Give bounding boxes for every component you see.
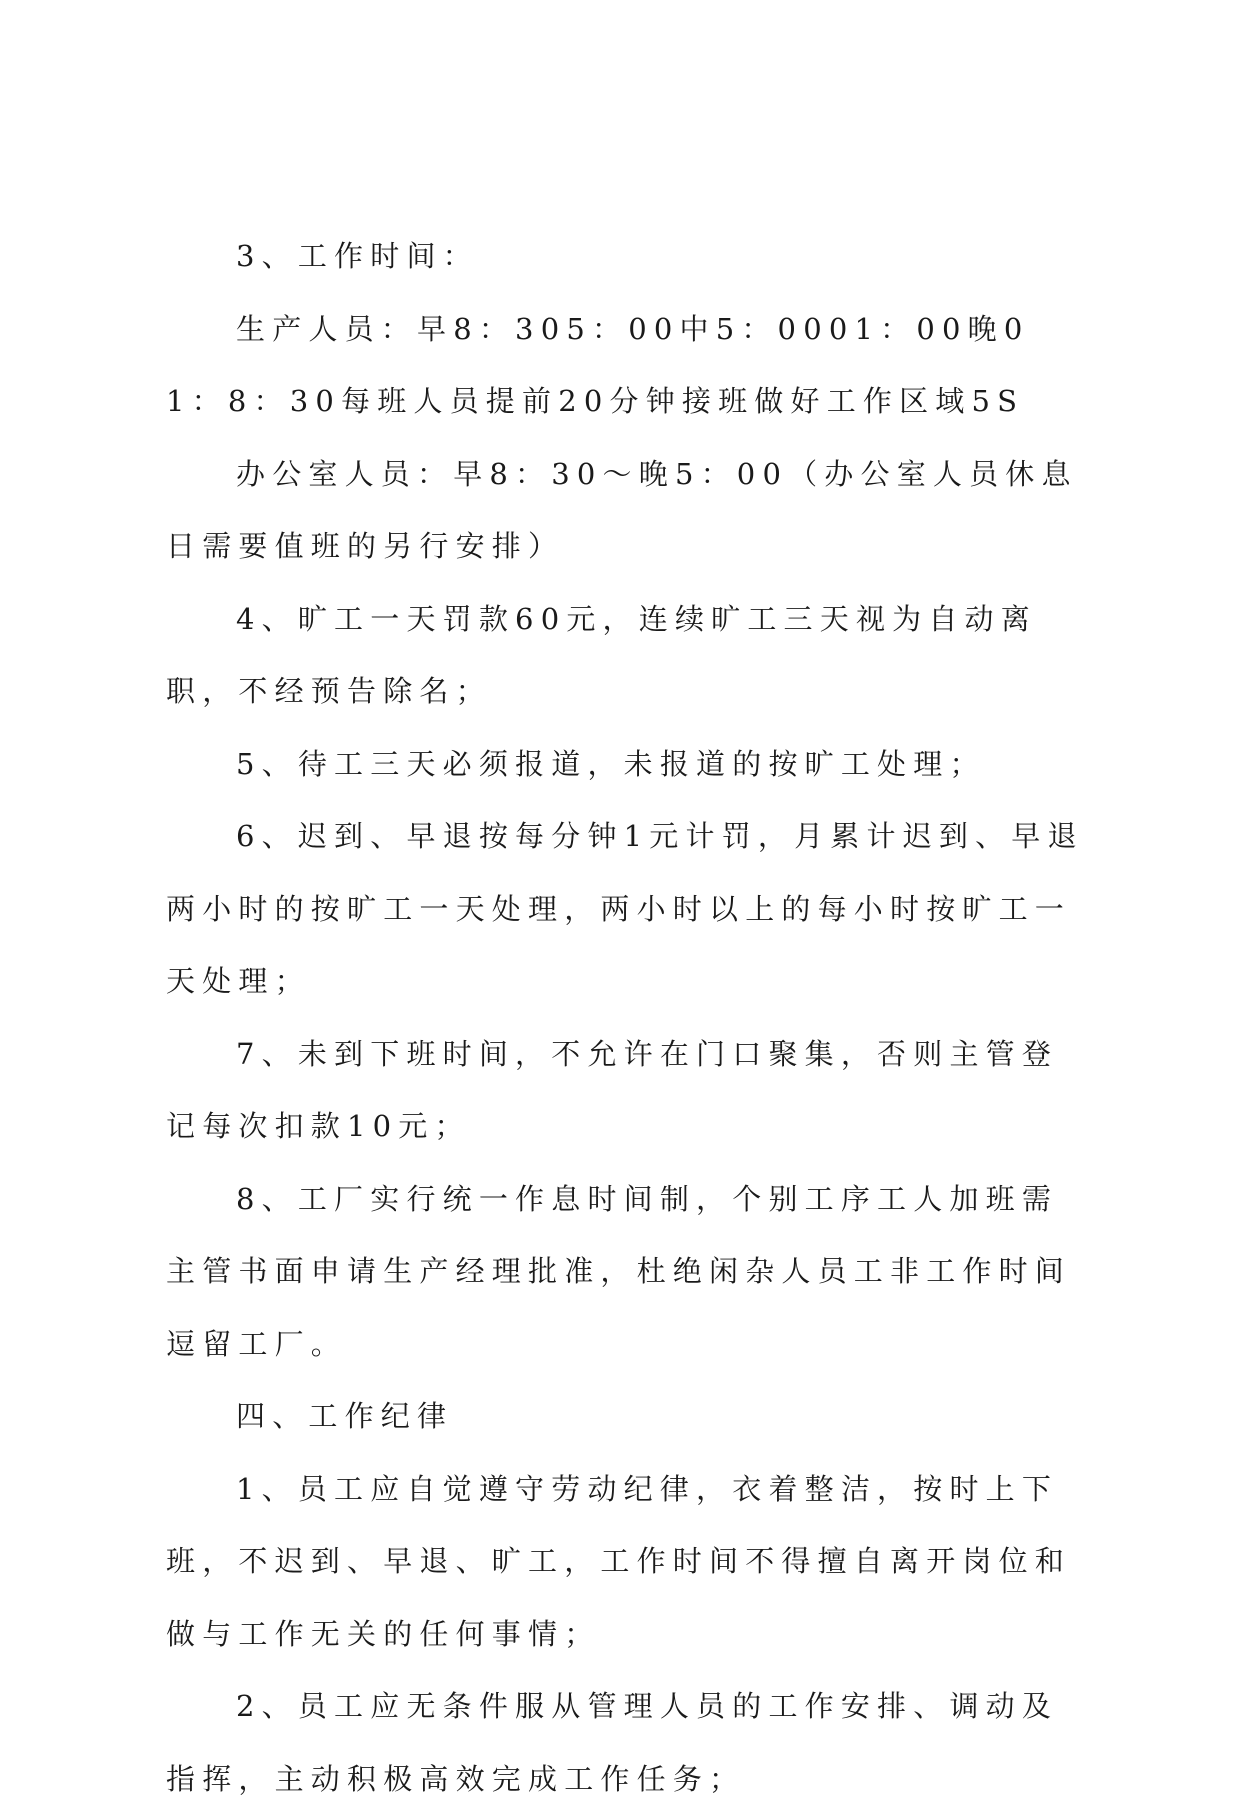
paragraph-discipline-rule-2: 2、员工应无条件服从管理人员的工作安排、调动及指挥，主动积极高效完成工作任务； [166,1689,1059,1796]
paragraph-office-staff-hours: 办公室人员：早8：30～晚5：00（办公室人员休息日需要值班的另行安排） [166,456,1078,563]
paragraph-gathering-rule: 7、未到下班时间，不允许在门口聚集，否则主管登记每次扣款10元； [166,1036,1059,1143]
paragraph-absence-penalty: 4、旷工一天罚款60元，连续旷工三天视为自动离职，不经预告除名； [166,601,1037,708]
paragraph-late-early-penalty: 6、迟到、早退按每分钟1元计罚，月累计迟到、早退两小时的按旷工一天处理，两小时以上的每小时按旷工一天处理； [166,819,1084,998]
paragraph-discipline-rule-1: 1、员工应自觉遵守劳动纪律，衣着整洁，按时上下班，不迟到、早退、旷工，工作时间不得擅自离开岗位和做与工作无关的任何事情； [166,1471,1072,1651]
paragraph-work-hours-heading: 3、工作时间： [236,239,479,273]
section-heading-work-discipline: 四、工作纪律 [236,1399,454,1433]
paragraph-standby-report: 5、待工三天必须报道，未报道的按旷工处理； [236,746,986,781]
paragraph-production-staff-hours: 生产人员：早8：305：00中5：0001：00晚01：8：30每班人员提前20分钟接班做好工作区域5S [166,311,1030,418]
document-body [166,220,1086,1815]
paragraph-unified-schedule: 8、工厂实行统一作息时间制，个别工序工人加班需主管书面申请生产经理批准，杜绝闲杂人员工非工作时间逗留工厂。 [166,1181,1072,1361]
